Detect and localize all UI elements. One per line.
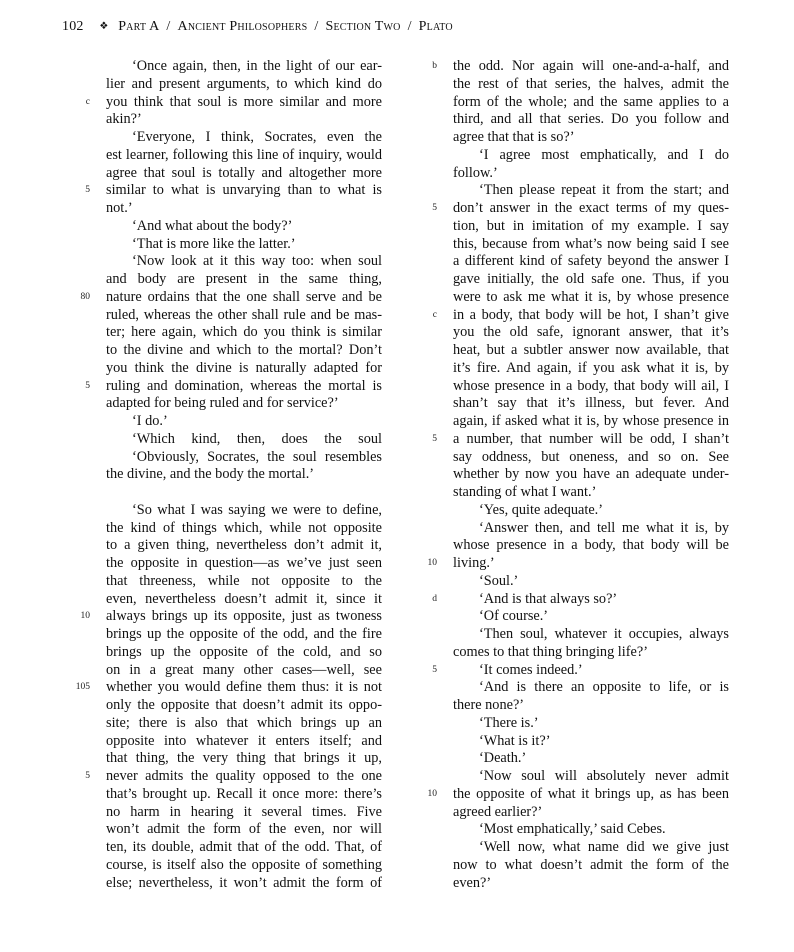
stephanus-marker: c xyxy=(85,96,90,107)
text-line: gave initially, the old safe one. Thus, if you xyxy=(453,271,729,287)
left-text-column xyxy=(75,58,382,892)
stephanus-marker: d xyxy=(432,593,437,604)
text-line: shan’t say that it’s illness, but fever. And xyxy=(453,395,729,412)
stephanus-marker: 5 xyxy=(432,203,437,213)
text-line: even, nevertheless doesn’t admit it, since it xyxy=(106,590,382,607)
text-line: ‘It comes indeed.’ xyxy=(479,661,583,678)
text-line: to the divine and which to the mortal? Don’t xyxy=(106,342,382,358)
text-line: ‘Now look at it this way too: when soul xyxy=(132,253,382,270)
text-line: lier and present arguments, to which kind do xyxy=(106,75,382,92)
stephanus-marker: c xyxy=(432,309,437,320)
text-line: won’t admit the form of the even, nor will xyxy=(106,821,382,838)
text-line: in a body, that body will be hot, I shan’t give xyxy=(453,306,729,323)
text-line: standing of what I want.’ xyxy=(453,484,597,500)
text-line: the opposite in question—as we’ve just seen xyxy=(106,555,382,571)
text-line: course, is itself also the opposite of something xyxy=(106,856,382,873)
text-line: the rest of that series, the halves, admit the xyxy=(453,75,729,92)
text-line: third, and all that series. Do you follow and xyxy=(453,111,729,128)
text-line: ‘Of course.’ xyxy=(479,608,549,625)
page-number: 102 xyxy=(62,19,84,34)
text-line: ‘Then soul, whatever it occupies, always xyxy=(479,626,729,642)
text-line: there none?’ xyxy=(453,697,525,713)
text-line: whether by now you have an adequate under- xyxy=(453,466,729,483)
running-header xyxy=(62,19,453,35)
right-text-column xyxy=(427,58,729,892)
text-line: ‘There is.’ xyxy=(479,714,539,731)
text-line: and body are present in the same thing, xyxy=(106,271,382,287)
header-book: Ancient Philosophers xyxy=(177,19,308,34)
text-line: ‘I agree most emphatically, and I do xyxy=(479,146,729,163)
text-line: whether you would define them thus: it is not xyxy=(106,679,382,696)
stephanus-marker: 10 xyxy=(427,558,437,568)
stephanus-marker: 5 xyxy=(85,185,90,196)
text-line: this, because from what’s now being said I see xyxy=(453,235,729,252)
text-line: ‘Then please repeat it from the start; and xyxy=(479,182,729,199)
text-line: adapted for being ruled and for service?’ xyxy=(106,395,339,412)
text-line: agreed earlier?’ xyxy=(453,803,543,820)
stephanus-marker: 10 xyxy=(80,611,90,622)
text-line: no harm in hearing it several times. Five xyxy=(106,803,382,820)
text-line: that thing, the very thing that brings it up, xyxy=(106,750,382,767)
text-line: heat, but a subtler answer now available, that xyxy=(453,342,729,358)
text-line: similar to what is unvarying than to what is xyxy=(106,182,382,199)
stephanus-marker: b xyxy=(432,61,437,71)
header-section: Section Two xyxy=(325,19,401,34)
text-line: a different kind of safety beyond the answer I xyxy=(453,253,729,270)
text-line: a number, that number will be odd, I shan’t xyxy=(453,430,729,447)
text-line: brings up the opposite of the odd, and the fire xyxy=(106,626,382,642)
text-line: ‘Most emphatically,’ said Cebes. xyxy=(479,821,666,838)
stephanus-marker: 5 xyxy=(432,433,437,444)
text-line: site; there is also that which brings up an xyxy=(106,714,382,731)
text-line: the opposite of what it brings up, as has been xyxy=(453,785,729,802)
stephanus-marker: 80 xyxy=(80,291,90,302)
text-line: else; nevertheless, it won’t admit the form of xyxy=(106,874,382,891)
diamond-ornament-icon: ❖ xyxy=(99,21,109,32)
text-line: akin?’ xyxy=(106,111,142,128)
text-line: follow.’ xyxy=(453,164,498,181)
text-line: ter; here again, which do you think is similar xyxy=(106,324,382,341)
text-line: again, if asked what it is, by whose presence in xyxy=(453,413,729,429)
text-line: ‘Death.’ xyxy=(479,750,527,767)
text-line: now to what doesn’t admit the form of the xyxy=(453,856,729,873)
text-line: ‘That is more like the latter.’ xyxy=(132,235,296,252)
text-line: to a given thing, nevertheless don’t admit it, xyxy=(106,537,382,554)
text-line: ‘Which kind, then, does the soul xyxy=(132,430,382,447)
text-line: est learner, following this line of inquiry, would xyxy=(106,146,382,163)
text-line: ruled, whereas the other shall rule and be mas- xyxy=(106,306,382,323)
text-line: ‘And is that always so?’ xyxy=(479,590,618,607)
text-line: ‘And what about the body?’ xyxy=(132,217,293,234)
text-line: ‘Yes, quite adequate.’ xyxy=(479,501,604,518)
text-line: ‘So what I was saying we were to define, xyxy=(132,501,382,518)
stephanus-marker: 5 xyxy=(432,664,437,675)
text-line: the odd. Nor again will one-and-a-half, and xyxy=(453,58,729,74)
text-line: whose presence in a body, that body will be xyxy=(453,537,729,554)
text-line: nature ordains that the one shall serve and be xyxy=(106,288,382,305)
text-line: you the old safe, ignorant answer, that it’s xyxy=(453,324,729,341)
header-topic: Plato xyxy=(418,19,453,34)
text-line: never admits the quality opposed to the one xyxy=(106,768,382,784)
text-line: the divine, and the body the mortal.’ xyxy=(106,466,315,483)
text-line: whose presence in a body, that body will ail, I xyxy=(453,377,729,394)
text-line: ‘And is there an opposite to life, or is xyxy=(479,679,729,696)
text-line: form of the whole; and the same applies to a xyxy=(453,93,729,110)
text-line: ‘I do.’ xyxy=(132,413,168,429)
text-line: ruling and domination, whereas the mortal is xyxy=(106,377,382,394)
text-line: ‘What is it?’ xyxy=(479,732,551,749)
text-line: ‘Soul.’ xyxy=(479,572,519,589)
text-line: ‘Once again, then, in the light of our ear- xyxy=(132,58,382,74)
text-line: say oddness, but oneness, and so on. See xyxy=(453,448,729,465)
header-part: Part A xyxy=(118,19,160,34)
text-line: ‘Now soul will absolutely never admit xyxy=(479,768,729,784)
text-line: on in a great many other cases—well, see xyxy=(106,661,382,678)
header-separator: / xyxy=(407,19,412,34)
text-line: you think the divine is naturally adapted for xyxy=(106,359,382,376)
text-line: opposite into whatever it enters itself; and xyxy=(106,732,382,749)
text-line: that threeness, while not opposite to the xyxy=(106,572,382,589)
header-separator: / xyxy=(314,19,319,34)
stephanus-marker: 5 xyxy=(85,380,90,391)
stephanus-marker: 10 xyxy=(427,788,437,799)
text-line: tion, but in imitation of my example. I say xyxy=(453,217,729,234)
text-line xyxy=(106,484,382,502)
text-line: ten, its double, admit that of the odd. That, of xyxy=(106,839,382,855)
text-line: that’s brought up. Recall it once more: there’s xyxy=(106,785,382,802)
text-line: only the opposite that doesn’t admit its oppo- xyxy=(106,697,382,713)
stephanus-marker: 105 xyxy=(75,682,90,693)
text-line: comes to that thing bringing life?’ xyxy=(453,643,648,660)
text-line: agree that that is so?’ xyxy=(453,129,575,145)
header-separator: / xyxy=(166,19,171,34)
text-line: ‘Everyone, I think, Socrates, even the xyxy=(132,129,382,145)
text-line: it’s fire. And again, if you ask what it is, by xyxy=(453,359,729,376)
text-line: ‘Answer then, and tell me what it is, by xyxy=(479,519,729,536)
text-line: were to ask me what it is, by whose presence xyxy=(453,288,729,305)
text-line: brings up the opposite of the cold, and so xyxy=(106,643,382,660)
text-line: not.’ xyxy=(106,200,133,216)
text-line: even?’ xyxy=(453,874,492,891)
stephanus-marker: 5 xyxy=(85,771,90,781)
text-line: always brings up its opposite, just as twoness xyxy=(106,608,382,625)
text-line: don’t answer in the exact terms of my ques- xyxy=(453,200,729,216)
text-line: living.’ xyxy=(453,555,495,571)
text-line: the kind of things which, while not opposite xyxy=(106,519,382,536)
text-line: agree that soul is totally and altogether more xyxy=(106,164,382,181)
text-line: ‘Obviously, Socrates, the soul resembles xyxy=(132,448,382,465)
text-line: you think that soul is more similar and more xyxy=(106,93,382,110)
text-line: ‘Well now, what name did we give just xyxy=(479,839,729,855)
